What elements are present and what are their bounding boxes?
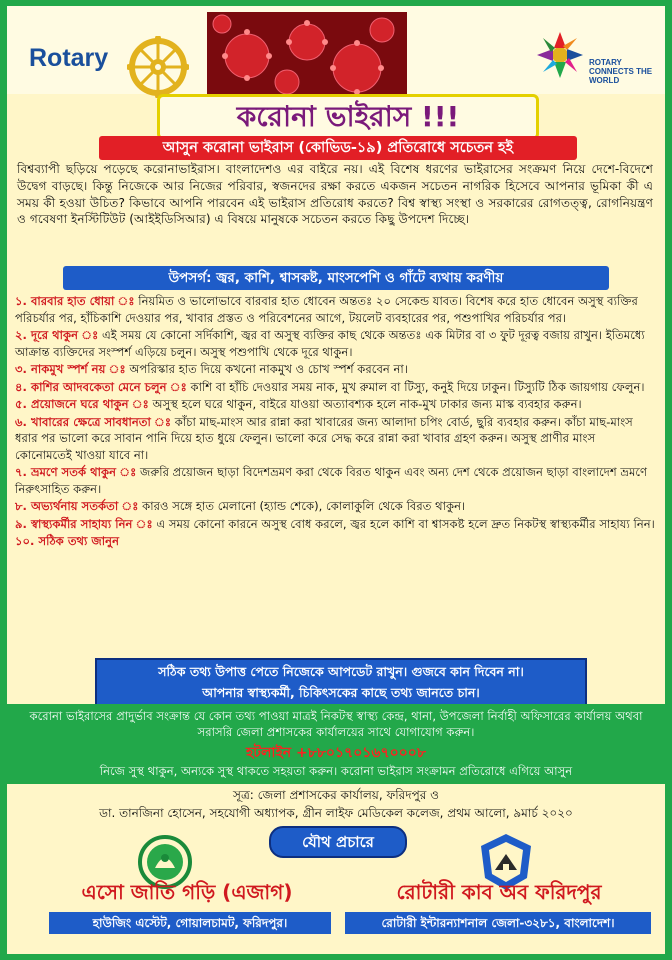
list-item xyxy=(15,293,655,326)
org-rotary-faridpur-address: রোটারী ইন্টারন্যাশনাল জেলা-৩২৮১, বাংলাদেশ। xyxy=(345,912,651,934)
item-label: ৭. ভ্রমণে সতর্ক থাকুন ঃ xyxy=(15,465,137,479)
rotary-connects-logo-icon xyxy=(533,28,587,82)
list-item xyxy=(15,414,655,464)
list-item xyxy=(15,498,655,515)
org-ejag-name: এসো জাতি গড়ি (এজাগ) xyxy=(81,880,293,904)
item-text: অসুস্থ হলে ঘরে থাকুন, বাইরে যাওয়া অত্যাবশ্যক হলে নাক-মুখ ঢাকার জন্য মাস্ক ব্যবহার করুন। xyxy=(148,397,582,411)
item-label: ১০. সঠিক তথ্য জানুন xyxy=(15,534,120,548)
virus-image xyxy=(207,12,407,100)
list-item xyxy=(15,396,655,413)
item-label: ৮. অভ্যর্থনায় সতর্কতা ঃ xyxy=(15,499,139,513)
item-label: ৬. খাবারের ক্ষেত্রে সাবধানতা ঃ xyxy=(15,414,172,429)
rotary-wordmark: Rotary xyxy=(29,44,109,72)
page-title: করোনা ভাইরাস !!! xyxy=(157,94,539,140)
item-label: ৪. কাশির আদবকেতা মেনে চলুন ঃ xyxy=(15,379,187,394)
item-text: এ সময় কোনো কারনে অসুস্থ বোধ করলে, জ্বর হলে কাশি বা শ্বাসকষ্ট হলে দ্রুত নিকটস্থ স্বাস্থ্যকর্মীর সাহায্য নিন। xyxy=(152,516,655,531)
item-text: এই সময় যে কোনো সর্দিকাশি, জ্বর বা অসুস্থ ব্যক্তির কাছ থেকে অন্ততঃ এক মিটার বা ৩ ফুট দূরত্ব বজায় রাখুন। ইতিমধ্যে আক্রান্ত ব্যক্তিদের সংস্পর্শ এড়িয়ে চলুন। অসুস্থ পশুপাখি থেকে দূরে থাকুন। xyxy=(15,328,645,359)
subtitle-banner: আসুন করোনা ভাইরাস (কোভিড-১৯) প্রতিরোধে সচেতন হই xyxy=(99,136,577,160)
joint-campaign-label: যৌথ প্রচারে xyxy=(269,826,407,858)
header xyxy=(7,6,665,94)
source-line-1: সূত্র: জেলা প্রশাসকের কার্যালয়, ফরিদপুর ও xyxy=(233,788,439,802)
symptoms-banner: উপসর্গ: জ্বর, কাশি, শ্বাসকষ্ট, মাংসপেশি ও গাঁটে ব্যথায় করণীয় xyxy=(63,266,609,290)
contact-text: করোনা ভাইরাসের প্রাদুর্ভাব সংক্রান্ত যে কোন তথ্য পাওয়া মাত্রই নিকটস্থ স্বাস্থ্য কেন্দ্র, থানা, উপজেলা নির্বাহী অফিসারের কার্যালয় অথবা সরাসরি জেলা প্রশাসকের কার্যালয়ের সাথে যোগাযোগ করুন। xyxy=(29,709,643,739)
org-rotary-faridpur-name: রোটারী কাব অব ফরিদপুর xyxy=(396,880,602,904)
hotline-number: হটলাইন +৮৮০১৭০১৬৭০০০৮ xyxy=(246,745,426,761)
item-text: নিয়মিত ও ভালোভাবে বারবার হাত ধোবেন অন্ততঃ ২০ সেকেন্ড যাবত। বিশেষ করে হাত ধোবেন অসুস্থ ব্যক্তির পরিচর্যার পর, হাঁচিকাশি দেওয়ার পর, খাবার প্রস্তত ও পরিবেশনের আগে, টয়লেট ব্যবহারের পর, পশুপাখির পরিচর্যার পর। xyxy=(15,294,638,325)
item-text: জরুরি প্রয়োজন ছাড়া বিদেশভ্রমণ করা থেকে বিরত থাকুন এবং অন্য দেশ থেকে প্রয়োজন ছাড়া বাংলাদেশ ভ্রমণে নিরুৎসাহিত করুন। xyxy=(15,465,648,496)
rotary-wheel-icon xyxy=(127,36,189,98)
advice-list xyxy=(15,293,655,551)
item-label: ১. বারবার হাত ধোয়া ঃ xyxy=(15,294,135,308)
source-credits xyxy=(7,786,665,822)
item-text: অপরিস্কার হাত দিয়ে কখনো নাকমুখ ও চোখ স্পর্শ করবেন না। xyxy=(125,362,408,376)
org-ejag-address: হাউজিং এস্টেট, গোয়ালচামট, ফরিদপুর। xyxy=(49,912,331,934)
intro-paragraph: বিশ্বব্যাপী ছড়িয়ে পড়েছে করোনাভাইরাস। বাংলাদেশও এর বাইরে নয়। এই বিশেষ ধরণের ভাইরাসের সংক্রমণ নিয়ে দেশে-বিদেশে উদ্বেগ বাড়ছে। কিন্তু নিজেকে আর নিজের পরিবার, স্বজনদের রক্ষা করতে একজন সচেতন নাগরিক হিসেবে আপনার ভূমিকা কী এ সময় কী হওয়া উচিত? কিভাবে আপনি পারবেন এই ভাইরাস প্রতিরোধ করতে? বিশ্ব স্বাস্থ্য সংস্থা ও সরকারের রোগতত্ত্ব, রোগনিয়ন্ত্রণ ও গবেষণা ইনস্টিটিউট (আইইডিসিআর) এ বিষয়ে মানুষকে সচেতন করতে কিছু উপদেশ দিচ্ছে। xyxy=(17,162,653,227)
item-label: ২. দূরে থাকুন ঃ xyxy=(15,328,99,342)
item-label: ৫. প্রয়োজনে ঘরে থাকুন ঃ xyxy=(15,397,149,411)
list-item xyxy=(15,361,655,378)
list-item xyxy=(15,327,655,360)
rotary-connects-text: ROTARY CONNECTS THE WORLD xyxy=(589,58,653,85)
item-text: কাঁচা মাছ-মাংস আর রান্না করা খাবারের জন্য আলাদা চপিং বোর্ড, ছুরি ব্যবহার করুন। কাঁচা মাছ-মাংস ধরার পর ভালো করে সাবান পানি দিয়ে হাত ধুয়ে ফেলুন। ভালো করে সেদ্ধ করে রান্না করা খাবার গ্রহণ করুন। অসুস্থ প্রাণীর মাংস কোনোমতেই খাওয়া যাবে না। xyxy=(15,414,633,462)
list-item xyxy=(15,516,655,533)
slogan-text: নিজে সুস্থ থাকুন, অন্যকে সুস্থ থাকতে সহয়তা করুন। করোনা ভাইরাস সংক্রামন প্রতিরোধে এগিয়ে আসুন xyxy=(99,764,573,778)
item-label: ৯. স্বাস্থ্যকর্মীর সাহায্য নিন ঃ xyxy=(15,516,153,531)
list-item xyxy=(15,464,655,497)
info-line-2: আপনার স্বাস্থ্যকর্মী, চিকিৎসকের কাছে তথ্য জানতে চান। xyxy=(202,685,480,700)
info-box xyxy=(95,658,587,707)
item-text: কাশি বা হাঁচি দেওয়ার সময় নাক, মুখ রুমাল বা টিস্যু, কনুই দিয়ে ঢাকুন। টিস্যুটি ঠিক জায়গায় ফেলুন। xyxy=(186,379,645,394)
list-item xyxy=(15,379,655,396)
poster xyxy=(7,6,665,954)
item-label: ৩. নাকমুখ স্পর্শ নয় ঃ xyxy=(15,362,126,376)
source-line-2: ডা. তানজিনা হোসেন, সহযোগী অধ্যাপক, গ্রীন লাইফ মেডিকেল কলেজ, প্রথম আলো, ৯মার্চ ২০২০ xyxy=(99,806,573,820)
item-text: কারও সঙ্গে হাত মেলানো (হ্যান্ড শেকে), কোলাকুলি থেকে বিরত থাকুন। xyxy=(138,499,466,513)
info-line-1: সঠিক তথ্য উপাত্ত পেতে নিজেকে আপডেট রাখুন। গুজবে কান দিবেন না। xyxy=(158,664,524,679)
contact-band xyxy=(7,704,665,784)
list-item xyxy=(15,533,655,550)
